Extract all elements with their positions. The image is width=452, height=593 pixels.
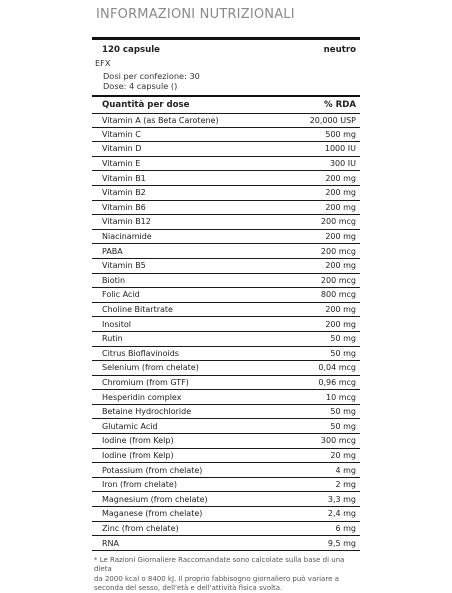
nutrient-name: Maganese (from chelate) xyxy=(102,509,203,519)
table-row xyxy=(92,419,360,434)
nutrient-amount: 20,000 USP xyxy=(309,115,356,125)
table-row xyxy=(92,259,360,274)
nutrient-amount: 1000 IU xyxy=(324,144,356,154)
table-row xyxy=(92,376,360,391)
nutrient-name: Iodine (from Kelp) xyxy=(102,450,174,460)
package-size: 120 capsule xyxy=(102,45,160,55)
footnote xyxy=(92,556,360,593)
nutrient-name: Inositol xyxy=(102,319,131,329)
nutrient-name: Vitamin A (as Beta Carotene) xyxy=(102,115,219,125)
table-row xyxy=(92,405,360,420)
table-row xyxy=(92,492,360,507)
table-row xyxy=(92,244,360,259)
nutrient-amount: 4 mg xyxy=(335,465,356,475)
nutrient-amount: 20 mg xyxy=(330,450,356,460)
nutrient-amount: 200 mg xyxy=(325,261,356,271)
nutrient-name: Vitamin B12 xyxy=(102,217,151,227)
table-row xyxy=(92,478,360,493)
nutrient-name: Vitamin D xyxy=(102,144,142,154)
nutrient-name: Vitamin B5 xyxy=(102,261,146,271)
nutrition-facts-panel xyxy=(92,37,360,593)
table-row xyxy=(92,361,360,376)
top-rule xyxy=(92,37,360,40)
nutrient-table xyxy=(92,113,360,551)
table-column-header xyxy=(92,97,360,113)
nutrient-amount: 2,4 mg xyxy=(327,509,356,519)
nutrient-amount: 200 mg xyxy=(325,188,356,198)
nutrient-name: Choline Bitartrate xyxy=(102,305,173,315)
table-row xyxy=(92,522,360,537)
nutrient-amount: 50 mg xyxy=(330,407,356,417)
nutrient-name: Betaine Hydrochloride xyxy=(102,407,192,417)
section-heading: INFORMAZIONI NUTRIZIONALI xyxy=(96,7,295,22)
table-row xyxy=(92,157,360,172)
nutrient-name: Hesperidin complex xyxy=(102,392,182,402)
nutrient-name: Potassium (from chelate) xyxy=(102,465,203,475)
nutrient-name: Glutamic Acid xyxy=(102,421,158,431)
nutrient-amount: 200 mcg xyxy=(320,246,356,256)
brand-label: EFX xyxy=(95,58,111,68)
product-header xyxy=(92,42,360,58)
nutrient-amount: 200 mg xyxy=(325,319,356,329)
table-row xyxy=(92,288,360,303)
nutrient-amount: 50 mg xyxy=(330,348,356,358)
footnote-line-1: * Le Razioni Giornaliere Raccomandate sono calcolate sulla base di una dieta xyxy=(94,555,345,574)
table-row xyxy=(92,113,360,128)
nutrient-name: Vitamin B1 xyxy=(102,173,146,183)
nutrient-name: Zinc (from chelate) xyxy=(102,523,179,533)
footnote-line-3: seconda del sesso, dell'età e dell'attività fisica svolta. xyxy=(94,584,283,593)
table-row xyxy=(92,449,360,464)
table-row xyxy=(92,536,360,551)
nutrient-name: Vitamin C xyxy=(102,129,141,139)
nutrient-amount: 0,96 mcg xyxy=(318,377,356,387)
table-row xyxy=(92,347,360,362)
nutrient-name: Folic Acid xyxy=(102,290,140,300)
nutrient-name: RNA xyxy=(102,538,120,548)
nutrient-amount: 200 mg xyxy=(325,305,356,315)
nutrient-name: Magnesium (from chelate) xyxy=(102,494,208,504)
table-row xyxy=(92,171,360,186)
serving-info xyxy=(92,71,360,91)
nutrient-amount: 200 mg xyxy=(325,232,356,242)
nutrient-name: Vitamin E xyxy=(102,159,141,169)
nutrient-name: Vitamin B2 xyxy=(102,188,146,198)
table-row xyxy=(92,332,360,347)
table-row xyxy=(92,303,360,318)
footnote-line-2: da 2000 kcal o 8400 kJ. Il proprio fabbisogno giornaliero può variare a xyxy=(94,574,339,583)
nutrient-amount: 3,3 mg xyxy=(327,494,356,504)
nutrient-name: Iodine (from Kelp) xyxy=(102,436,174,446)
nutrient-amount: 50 mg xyxy=(330,334,356,344)
table-row xyxy=(92,317,360,332)
nutrient-amount: 300 mcg xyxy=(320,436,356,446)
table-row xyxy=(92,507,360,522)
servings-per-container: Dosi per confezione: 30 xyxy=(103,71,200,81)
table-row xyxy=(92,201,360,216)
nutrient-amount: 9,5 mg xyxy=(327,538,356,548)
nutrient-name: PABA xyxy=(102,246,123,256)
nutrient-name: Biotin xyxy=(102,275,126,285)
table-row xyxy=(92,230,360,245)
nutrient-name: Citrus Bioflavinoids xyxy=(102,348,179,358)
table-row xyxy=(92,186,360,201)
nutrient-name: Chromium (from GTF) xyxy=(102,377,189,387)
nutrient-amount: 200 mcg xyxy=(320,217,356,227)
nutrient-amount: 0,04 mcg xyxy=(318,363,356,373)
table-row xyxy=(92,128,360,143)
nutrient-amount: 10 mcg xyxy=(326,392,356,402)
nutrient-amount: 200 mcg xyxy=(320,275,356,285)
nutrient-amount: 200 mg xyxy=(325,202,356,212)
nutrient-amount: 200 mg xyxy=(325,173,356,183)
nutrient-amount: 500 mg xyxy=(325,129,356,139)
table-row xyxy=(92,215,360,230)
serving-size: Dose: 4 capsule () xyxy=(103,81,178,91)
nutrient-name: Rutin xyxy=(102,334,123,344)
table-row xyxy=(92,463,360,478)
table-row xyxy=(92,434,360,449)
column-name-header: Quantità per dose xyxy=(102,100,190,110)
nutrient-name: Niacinamide xyxy=(102,232,152,242)
nutrient-name: Vitamin B6 xyxy=(102,202,146,212)
nutrient-amount: 50 mg xyxy=(330,421,356,431)
nutrient-amount: 2 mg xyxy=(335,480,356,490)
flavor-label: neutro xyxy=(323,45,356,55)
nutrient-amount: 300 IU xyxy=(329,159,356,169)
nutrient-amount: 6 mg xyxy=(335,523,356,533)
table-row xyxy=(92,274,360,289)
table-row xyxy=(92,390,360,405)
nutrient-amount: 800 mcg xyxy=(320,290,356,300)
nutrient-name: Iron (from chelate) xyxy=(102,480,177,490)
table-row xyxy=(92,142,360,157)
nutrient-name: Selenium (from chelate) xyxy=(102,363,199,373)
column-value-header: % RDA xyxy=(323,100,356,110)
